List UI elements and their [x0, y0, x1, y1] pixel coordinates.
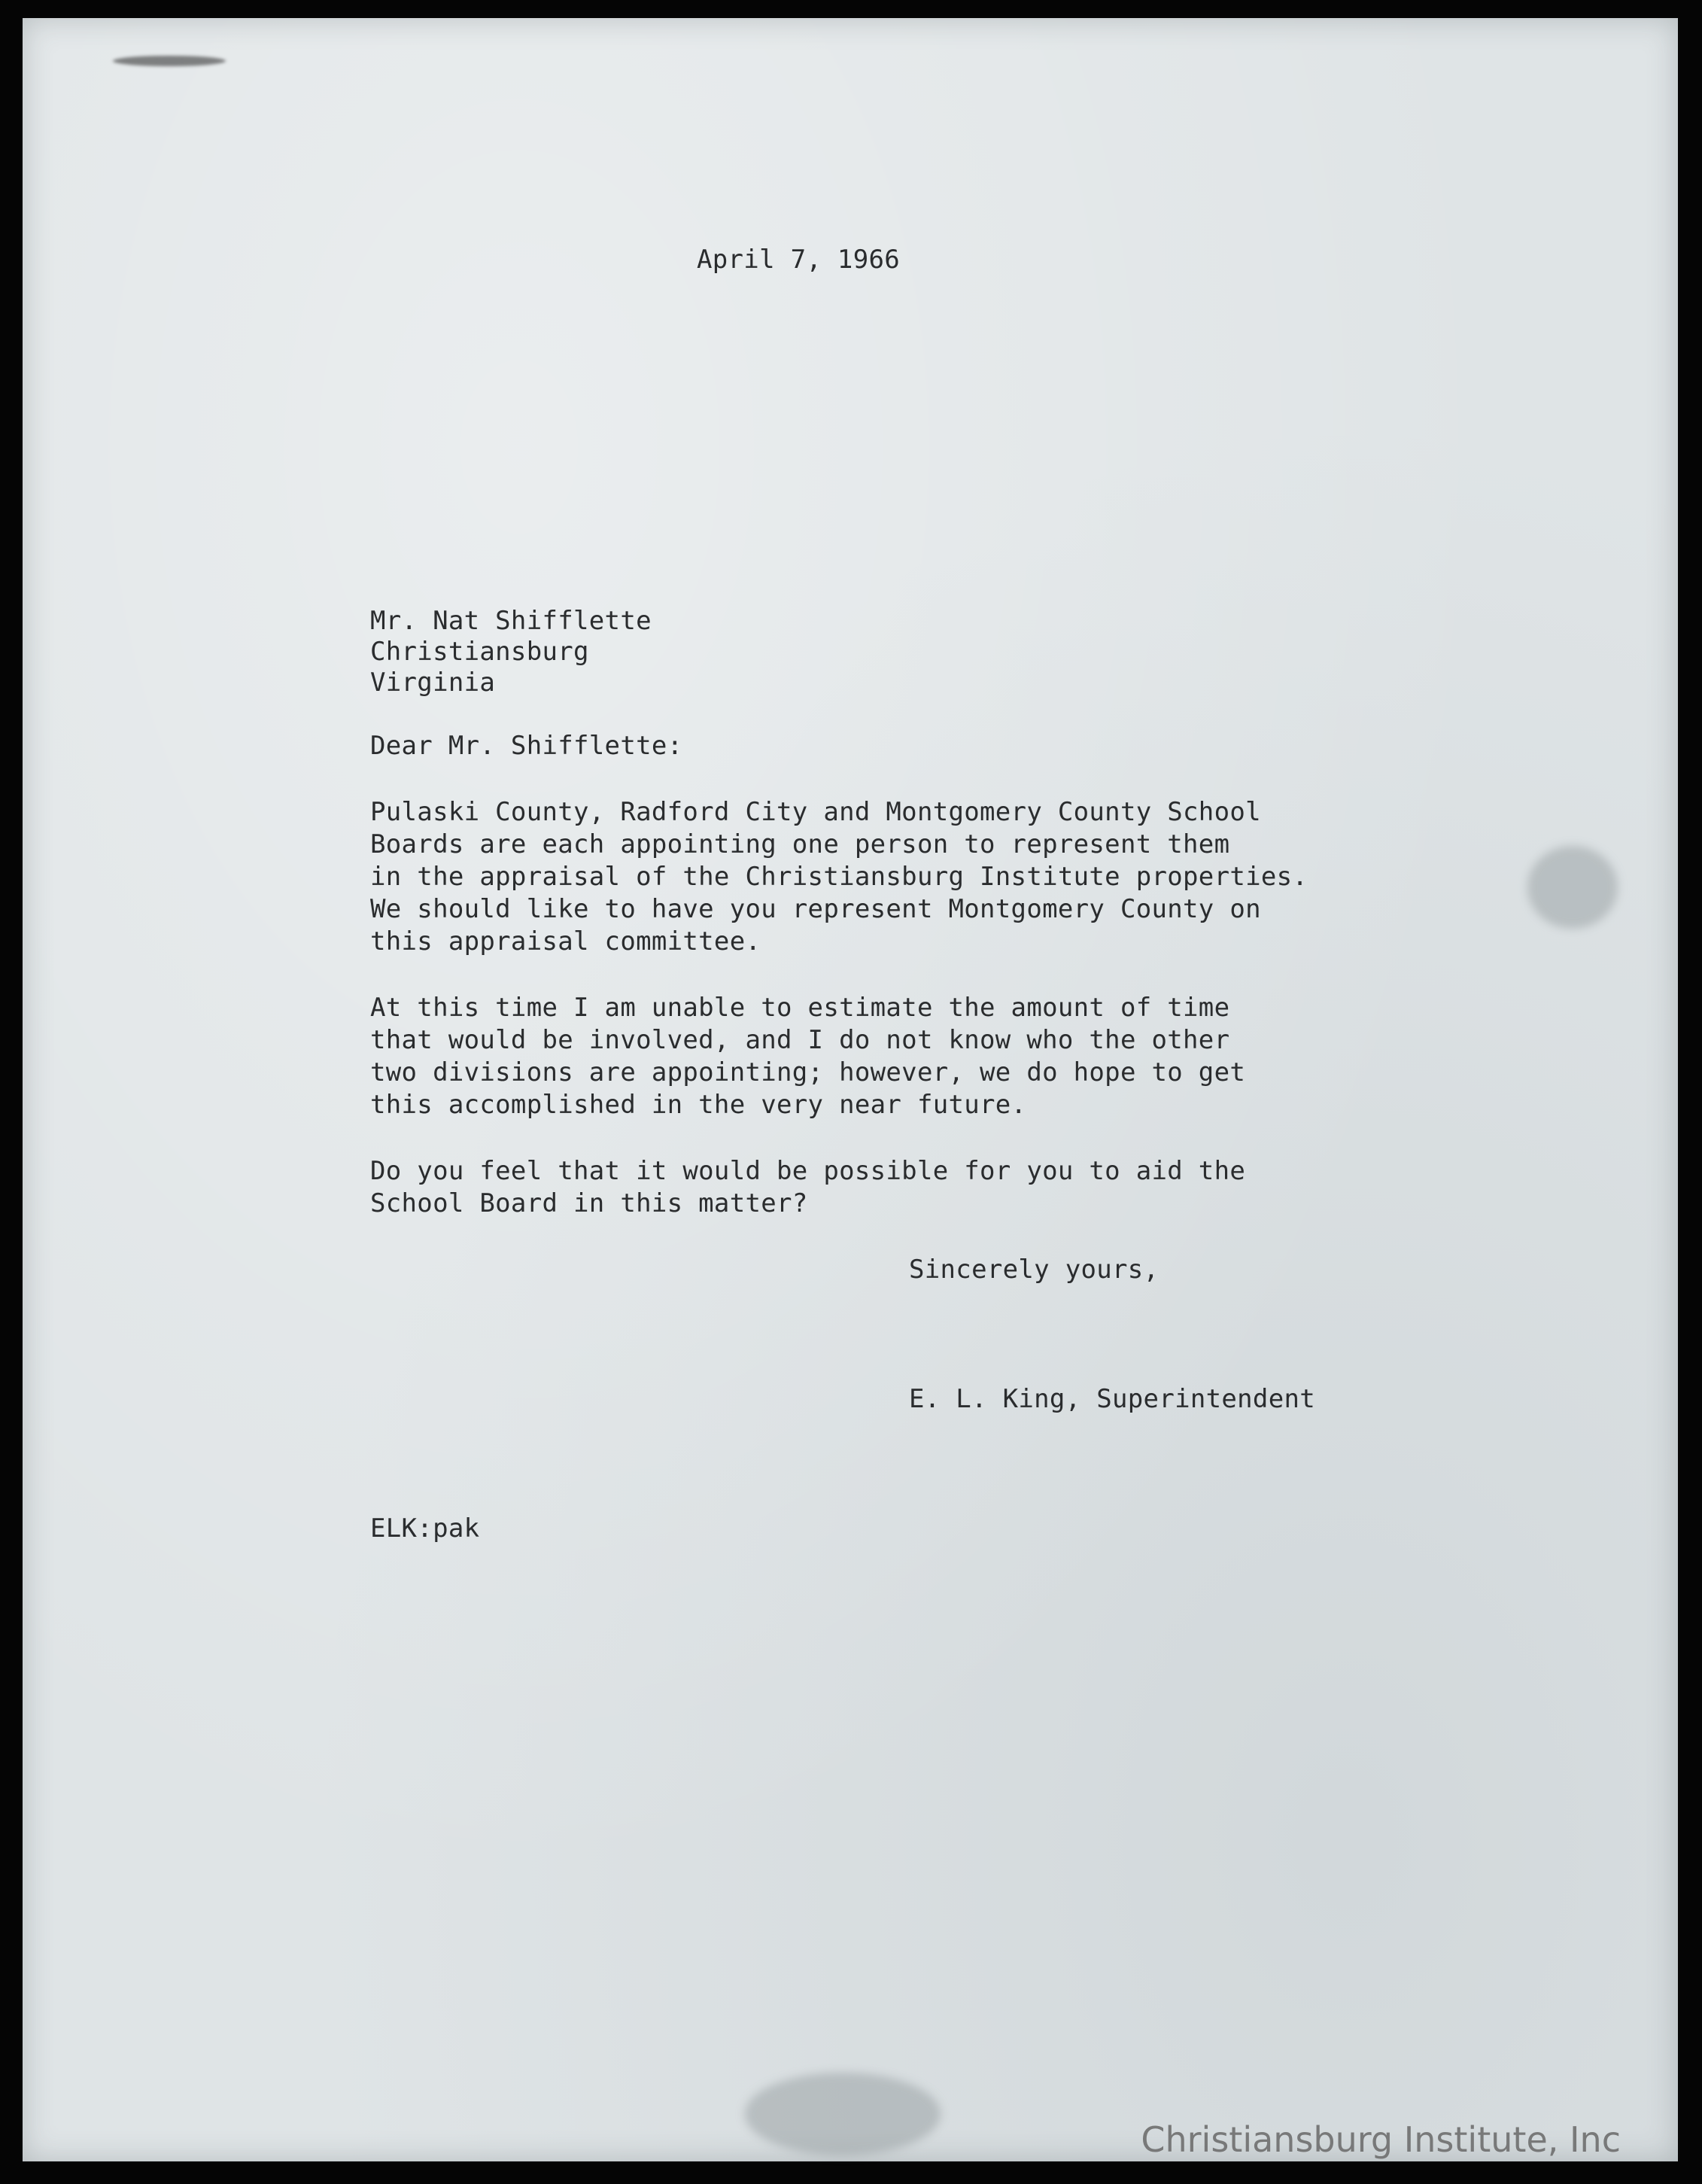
body-line: in the appraisal of the Christiansburg Institute properties.: [370, 862, 1308, 892]
salutation: Dear Mr. Shifflette:: [370, 731, 683, 761]
body-line: At this time I am unable to estimate the amount of time: [370, 993, 1230, 1023]
recipient-state: Virginia: [370, 668, 496, 698]
paper-stain: [1527, 846, 1618, 929]
recipient-name: Mr. Nat Shifflette: [370, 606, 652, 636]
body-line: We should like to have you represent Montgomery County on: [370, 894, 1261, 924]
closing: Sincerely yours,: [909, 1255, 1159, 1285]
body-line: Boards are each appointing one person to represent them: [370, 829, 1230, 859]
letter-page: [23, 18, 1678, 2161]
recipient-city: Christiansburg: [370, 637, 589, 667]
body-line: Do you feel that it would be possible for you to aid the: [370, 1156, 1246, 1186]
body-line: Pulaski County, Radford City and Montgomery County School: [370, 797, 1261, 827]
paper-stain: [745, 2073, 941, 2155]
typist-initials: ELK:pak: [370, 1513, 480, 1544]
body-line: this appraisal committee.: [370, 926, 761, 957]
body-line: that would be involved, and I do not know who the other: [370, 1025, 1230, 1055]
body-line: School Board in this matter?: [370, 1188, 808, 1218]
signature-line: E. L. King, Superintendent: [909, 1384, 1316, 1414]
body-line: two divisions are appointing; however, we do hope to get: [370, 1057, 1246, 1087]
body-line: this accomplished in the very near future.: [370, 1090, 1027, 1120]
ink-smudge: [113, 56, 226, 66]
letter-date: April 7, 1966: [697, 245, 901, 275]
watermark: Christiansburg Institute, Inc: [1141, 2119, 1621, 2160]
